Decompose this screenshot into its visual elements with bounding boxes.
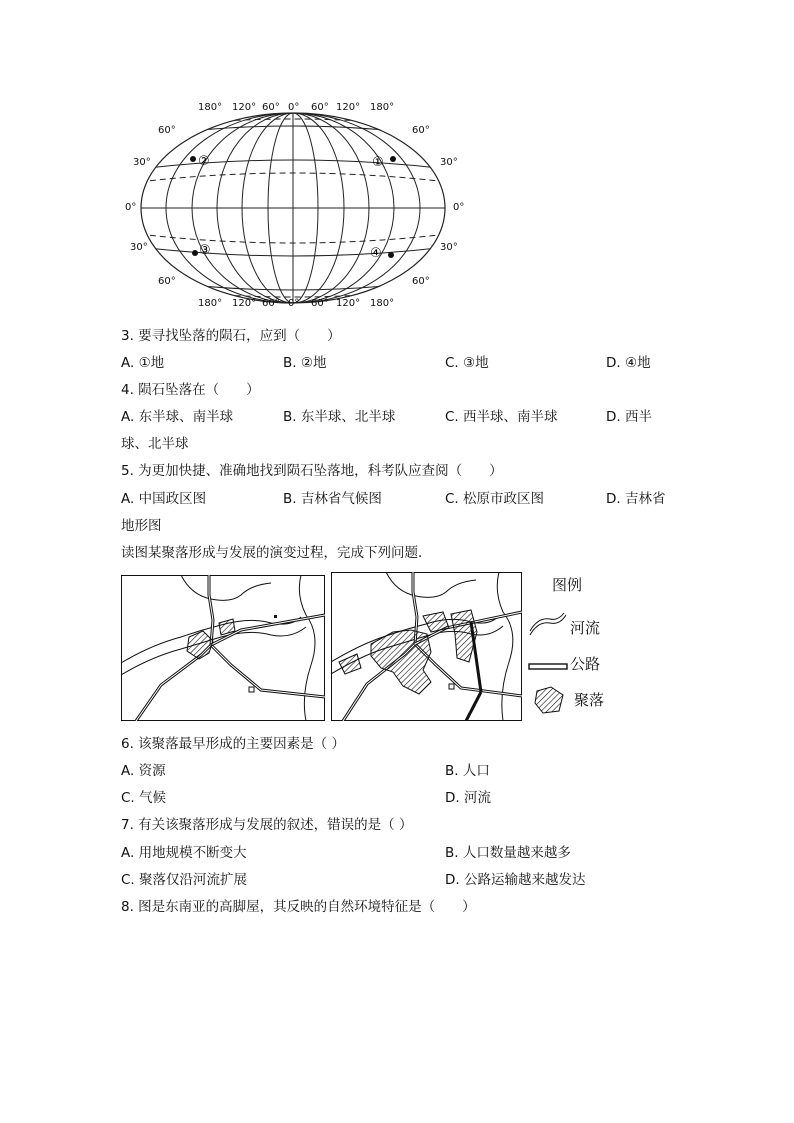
settlement-intro: 读图某聚落形成与发展的演变过程，完成下列问题． bbox=[121, 545, 432, 561]
q3-option-c[interactable]: C. ③地 bbox=[445, 355, 489, 371]
top-lon-label: 180° bbox=[370, 102, 395, 113]
point-1-dot bbox=[390, 156, 396, 162]
question-8-stem: 8. 图是东南亚的高脚屋，其反映的自然环境特征是（ ） bbox=[121, 899, 476, 915]
bottom-lon-label: 60° bbox=[311, 298, 329, 309]
point-4-dot bbox=[388, 252, 394, 258]
q7-option-a[interactable]: A. 用地规模不断变大 bbox=[121, 845, 247, 861]
q5-option-d-continued: 地形图 bbox=[121, 518, 162, 534]
marker-3: ③ bbox=[199, 243, 211, 258]
river-icon bbox=[528, 611, 568, 639]
left-lat-label: 60° bbox=[158, 276, 176, 287]
left-lat-label: 30° bbox=[130, 242, 148, 253]
bottom-lon-label: 0° bbox=[288, 298, 300, 309]
q6-option-d[interactable]: D. 河流 bbox=[445, 790, 491, 806]
q5-option-b[interactable]: B. 吉林省气候图 bbox=[283, 491, 382, 507]
bottom-lon-label: 120° bbox=[336, 298, 361, 309]
q6-option-c[interactable]: C. 气候 bbox=[121, 790, 167, 806]
legend-title: 图例 bbox=[552, 576, 583, 594]
q3-option-b[interactable]: B. ②地 bbox=[283, 355, 327, 371]
q3-option-d[interactable]: D. ④地 bbox=[606, 355, 651, 371]
marker-2: ② bbox=[198, 154, 210, 169]
left-lat-label: 60° bbox=[158, 125, 176, 136]
q4-option-d[interactable]: D. 西半 bbox=[606, 409, 652, 425]
question-3-stem: 3. 要寻找坠落的陨石，应到（ ） bbox=[121, 328, 341, 344]
right-lat-label: 60° bbox=[412, 125, 430, 136]
legend-river-symbol bbox=[528, 611, 568, 643]
point-3-dot bbox=[192, 250, 198, 256]
legend-settlement-label: 聚落 bbox=[574, 691, 605, 709]
bottom-lon-label: 60° bbox=[262, 298, 280, 309]
q6-option-a[interactable]: A. 资源 bbox=[121, 763, 166, 779]
q7-option-b[interactable]: B. 人口数量越来越多 bbox=[445, 845, 571, 861]
marker-4: ④ bbox=[370, 246, 382, 261]
question-4-stem: 4. 陨石坠落在（ ） bbox=[121, 382, 260, 398]
left-lat-label: 30° bbox=[133, 157, 151, 168]
q5-option-c[interactable]: C. 松原市政区图 bbox=[445, 491, 545, 507]
question-7-stem: 7. 有关该聚落形成与发展的叙述，错误的是（ ） bbox=[121, 817, 413, 833]
bottom-lon-label: 120° bbox=[232, 298, 257, 309]
top-lon-label: 60° bbox=[311, 102, 329, 113]
question-6-stem: 6. 该聚落最早形成的主要因素是（ ） bbox=[121, 736, 345, 752]
right-lat-label: 60° bbox=[412, 276, 430, 287]
q3-option-a[interactable]: A. ①地 bbox=[121, 355, 165, 371]
road-icon bbox=[528, 662, 568, 672]
legend-road-symbol bbox=[528, 657, 568, 676]
top-lon-label: 60° bbox=[262, 102, 280, 113]
right-lat-label: 0° bbox=[453, 202, 465, 213]
q6-option-b[interactable]: B. 人口 bbox=[445, 763, 490, 779]
legend-settlement-symbol bbox=[533, 685, 565, 719]
marker-1: ① bbox=[372, 155, 384, 170]
right-lat-label: 30° bbox=[440, 157, 458, 168]
legend-road-label: 公路 bbox=[570, 655, 601, 673]
right-lat-label: 30° bbox=[440, 242, 458, 253]
top-lon-label: 180° bbox=[198, 102, 223, 113]
settlement-map-early bbox=[121, 575, 325, 721]
point-2-dot bbox=[190, 156, 196, 162]
q4-option-b[interactable]: B. 东半球、北半球 bbox=[283, 409, 396, 425]
q7-option-c[interactable]: C. 聚落仅沿河流扩展 bbox=[121, 872, 248, 888]
left-lat-label: 0° bbox=[125, 202, 137, 213]
q5-option-a[interactable]: A. 中国政区图 bbox=[121, 491, 207, 507]
top-lon-label: 120° bbox=[336, 102, 361, 113]
question-5-stem: 5. 为更加快捷、准确地找到陨石坠落地，科考队应查阅（ ） bbox=[121, 463, 503, 479]
top-lon-label: 0° bbox=[288, 102, 300, 113]
q4-option-d-continued: 球、北半球 bbox=[121, 436, 189, 452]
q4-option-c[interactable]: C. 西半球、南半球 bbox=[445, 409, 558, 425]
q4-option-a[interactable]: A. 东半球、南半球 bbox=[121, 409, 234, 425]
legend-river-label: 河流 bbox=[570, 619, 601, 637]
q7-option-d[interactable]: D. 公路运输越来越发达 bbox=[445, 872, 586, 888]
q5-option-d[interactable]: D. 吉林省 bbox=[606, 491, 666, 507]
settlement-map-later bbox=[331, 572, 522, 721]
settlement-map-later-svg bbox=[331, 572, 522, 721]
bottom-lon-label: 180° bbox=[198, 298, 223, 309]
settlement-map-early-svg bbox=[121, 575, 325, 721]
settlement-icon bbox=[533, 685, 565, 715]
bottom-lon-label: 180° bbox=[370, 298, 395, 309]
top-lon-label: 120° bbox=[232, 102, 257, 113]
